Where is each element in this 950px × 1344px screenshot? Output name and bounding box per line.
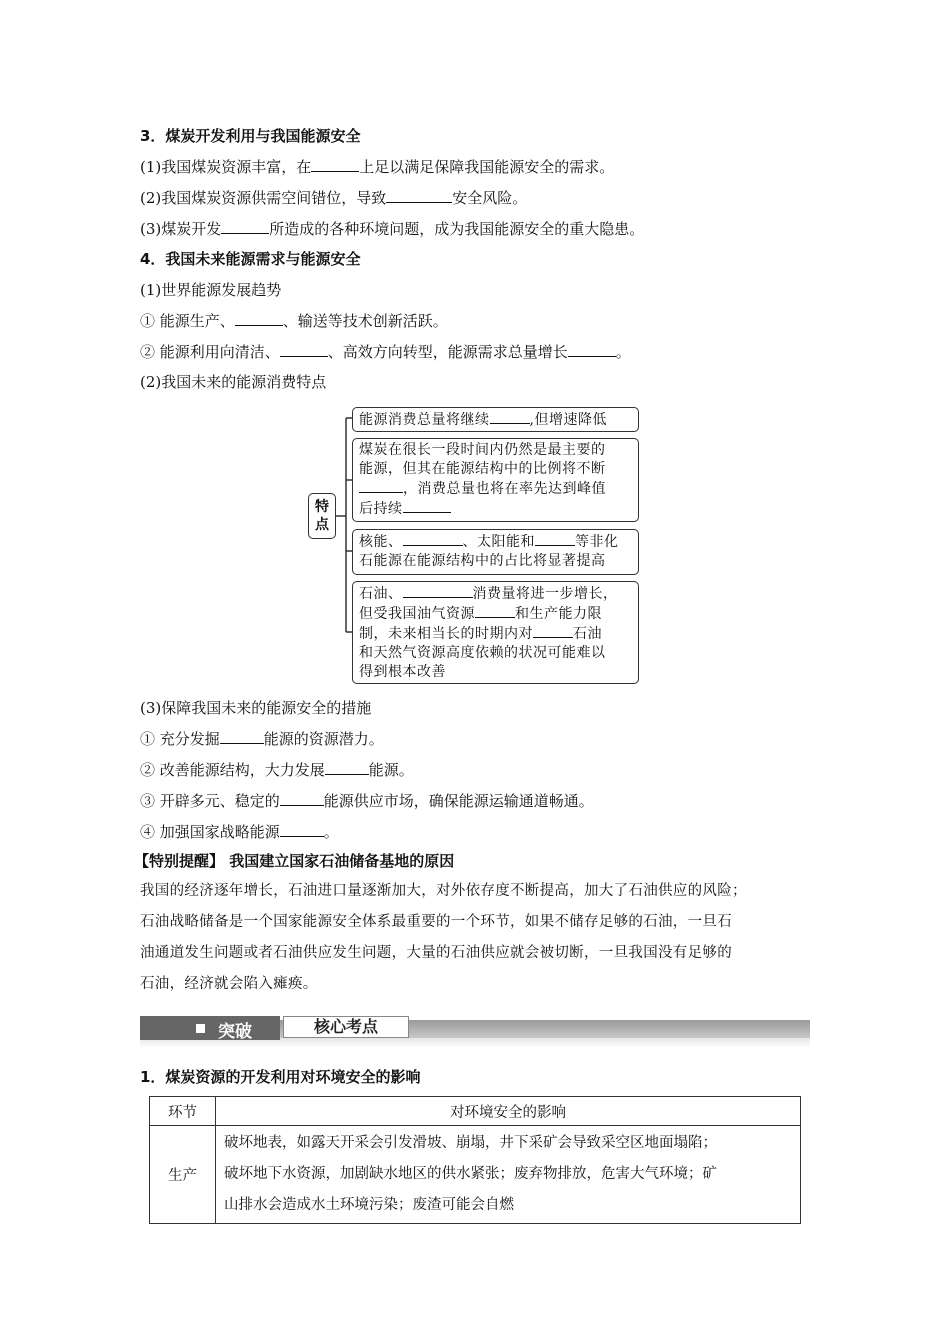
impact-line: 破坏地表，如露天开采会引发滑坡、崩塌，井下采矿会导致采空区地面塌陷； — [224, 1135, 717, 1151]
section-4-heading: 4．我国未来能源需求与能源安全 — [140, 250, 361, 268]
column-header-stage: 环节 — [150, 1097, 216, 1126]
section-banner — [140, 1012, 810, 1048]
text: ② 改善能源结构，大力发展 — [140, 761, 325, 779]
item-3-1 — [140, 157, 614, 177]
text: 消费量将进一步增长， — [472, 586, 618, 602]
answer-blank[interactable] — [235, 311, 283, 326]
table-row — [150, 1126, 801, 1224]
sub-heading-3: (3)保障我国未来的能源安全的措施 — [140, 699, 372, 717]
text: (1)我国煤炭资源丰富，在 — [140, 158, 312, 176]
banner-right-label: 核心考点 — [283, 1016, 409, 1038]
trend-1 — [140, 311, 448, 331]
line — [359, 584, 632, 604]
text: 、太阳能和 — [462, 534, 535, 550]
text: ，消费总量也将在率先达到峰值 — [403, 481, 606, 497]
feature-box-1 — [352, 407, 639, 432]
text: ① 能源生产、 — [140, 312, 235, 330]
text: 。 — [323, 823, 339, 841]
line — [359, 499, 632, 519]
measure-3 — [140, 791, 594, 811]
text: 石油 — [573, 626, 602, 642]
text: ④ 加强国家战略能源 — [140, 823, 280, 841]
text: ,但增速降低 — [529, 412, 607, 428]
text: 等非化 — [575, 534, 619, 550]
text: 安全风险。 — [452, 189, 528, 207]
feature-box-3 — [352, 529, 639, 575]
note-line: 石油，经济就会陷入瘫痪。 — [140, 976, 318, 992]
text: 得到根本改善 — [359, 664, 446, 680]
text: 上足以满足保障我国能源安全的需求。 — [359, 158, 615, 176]
note-title: 【特别提醒】 我国建立国家石油储备基地的原因 — [134, 852, 455, 870]
answer-blank[interactable] — [386, 188, 452, 203]
line — [359, 532, 632, 552]
answer-blank[interactable] — [533, 624, 573, 638]
text: 能源供应市场，确保能源运输通道畅通。 — [323, 792, 594, 810]
center-text: 特 点 — [315, 499, 329, 533]
text: ② 能源利用向清洁、 — [140, 343, 280, 361]
line — [359, 624, 632, 644]
impact-table — [149, 1096, 801, 1224]
answer-blank[interactable] — [280, 791, 324, 806]
item-3-3 — [140, 219, 644, 239]
answer-blank[interactable] — [403, 584, 473, 598]
text: 能源的资源潜力。 — [263, 730, 384, 748]
text: 但受我国油气资源 — [359, 606, 475, 622]
answer-blank[interactable] — [311, 157, 359, 172]
text: 煤炭在很长一段时间内仍然是最主要的 — [359, 442, 606, 458]
text: ① 充分发掘 — [140, 730, 220, 748]
text: 石油、 — [359, 586, 403, 602]
answer-blank[interactable] — [403, 499, 451, 513]
answer-blank[interactable] — [221, 219, 269, 234]
impact-line: 山排水会造成水土环境污染；废渣可能会自燃 — [224, 1197, 514, 1213]
text: 核能、 — [359, 534, 403, 550]
text: 能源，但其在能源结构中的比例将不断 — [359, 461, 606, 477]
text: (3)煤炭开发 — [140, 220, 222, 238]
banner-dark-block — [140, 1016, 280, 1040]
answer-blank[interactable] — [403, 532, 463, 546]
answer-blank[interactable] — [568, 342, 616, 357]
text: 和天然气资源高度依赖的状况可能难以 — [359, 645, 606, 661]
text: 能源。 — [368, 761, 414, 779]
line — [359, 479, 632, 499]
answer-blank[interactable] — [280, 342, 328, 357]
answer-blank[interactable] — [490, 410, 530, 424]
answer-blank[interactable] — [359, 479, 403, 493]
column-header-impact: 对环境安全的影响 — [216, 1097, 801, 1126]
answer-blank[interactable] — [325, 760, 369, 775]
section-3-heading: 3．煤炭开发利用与我国能源安全 — [140, 127, 361, 145]
table-heading: 1．煤炭资源的开发利用对环境安全的影响 — [140, 1068, 421, 1086]
cell-impact — [216, 1126, 801, 1224]
note-line: 石油战略储备是一个国家能源安全体系最重要的一个环节，如果不储存足够的石油，一旦石 — [140, 914, 732, 930]
answer-blank[interactable] — [475, 604, 515, 618]
measure-2 — [140, 760, 414, 780]
text: 所造成的各种环境问题，成为我国能源安全的重大隐患。 — [269, 220, 645, 238]
item-3-2 — [140, 188, 527, 208]
text: 。 — [615, 343, 631, 361]
text: 、高效方向转型，能源需求总量增长 — [327, 343, 568, 361]
text: 能源消费总量将继续 — [359, 412, 490, 428]
note-line: 油通道发生问题或者石油供应发生问题，大量的石油供应就会被切断，一旦我国没有足够的 — [140, 945, 732, 961]
text: 石能源在能源结构中的占比将显著提高 — [359, 553, 606, 569]
trend-2 — [140, 342, 631, 362]
feature-box-2 — [352, 438, 639, 522]
diagram-center-label — [308, 493, 336, 539]
text: ③ 开辟多元、稳定的 — [140, 792, 280, 810]
note-line: 我国的经济逐年增长，石油进口量逐渐加大，对外依存度不断提高，加大了石油供应的风险； — [140, 883, 747, 899]
answer-blank[interactable] — [535, 532, 575, 546]
cell-stage: 生产 — [150, 1126, 216, 1224]
impact-line: 破坏地下水资源，加剧缺水地区的供水紧张；废弃物排放，危害大气环境；矿 — [224, 1166, 717, 1182]
measure-4 — [140, 822, 339, 842]
text: 、输送等技术创新活跃。 — [282, 312, 448, 330]
table-header-row — [150, 1097, 801, 1126]
square-bullet-icon — [196, 1024, 205, 1033]
sub-heading-2: (2)我国未来的能源消费特点 — [140, 373, 327, 391]
feature-box-4 — [352, 581, 639, 684]
line — [359, 604, 632, 624]
text: (2)我国煤炭资源供需空间错位，导致 — [140, 189, 387, 207]
text: 制，未来相当长的时期内对 — [359, 626, 533, 642]
text: 后持续 — [359, 501, 403, 517]
sub-heading-1: (1)世界能源发展趋势 — [140, 281, 282, 299]
answer-blank[interactable] — [220, 729, 264, 744]
banner-left-label: 突破 — [218, 1022, 252, 1042]
note-body — [140, 876, 820, 1000]
measure-1 — [140, 729, 384, 749]
answer-blank[interactable] — [280, 822, 324, 837]
text: 和生产能力限 — [515, 606, 602, 622]
